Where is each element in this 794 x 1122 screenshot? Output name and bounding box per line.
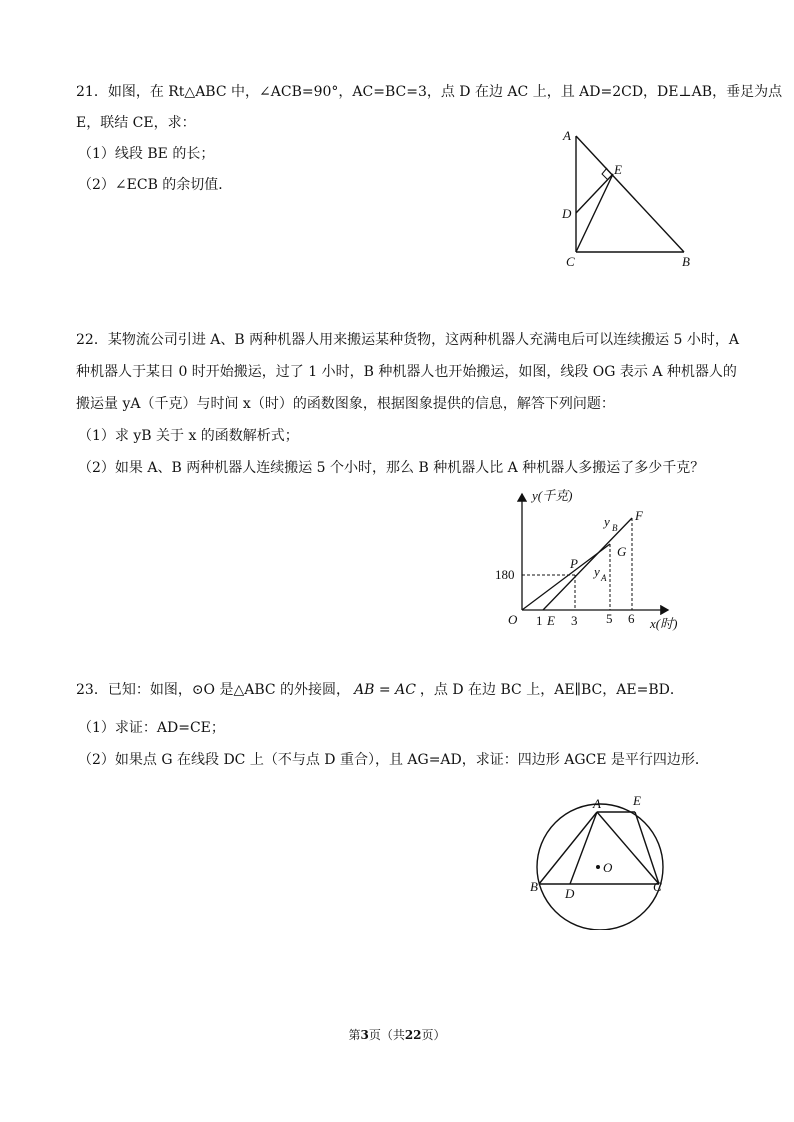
q22-line3: 搬运量 yA（千克）与时间 x（时）的函数图象，根据图象提供的信息，解答下列问题： bbox=[76, 396, 615, 412]
segment-ab bbox=[576, 136, 684, 252]
q21-part2: （2）∠ECB 的余切值． bbox=[78, 177, 233, 193]
q22-figure bbox=[488, 486, 688, 640]
segment-ab bbox=[539, 812, 597, 884]
label-e: E bbox=[633, 793, 641, 808]
page-footer bbox=[0, 1026, 794, 1043]
q23-line1-text: 23．已知：如图，⊙O 是△ABC 的外接圆， bbox=[76, 682, 351, 698]
segment-ce bbox=[576, 174, 613, 252]
q23-part1: （1）求证：AD=CE； bbox=[78, 720, 225, 736]
q21-figure bbox=[558, 128, 698, 274]
origin-label: O bbox=[508, 612, 518, 627]
footer-suffix: 页） bbox=[421, 1028, 446, 1042]
label-d: D bbox=[562, 206, 572, 221]
label-ya-sub: A bbox=[601, 573, 607, 583]
tick-1: 1 bbox=[536, 613, 543, 628]
label-e: E bbox=[614, 162, 622, 177]
tick-5: 5 bbox=[606, 611, 613, 626]
y-tick-180: 180 bbox=[495, 567, 515, 582]
q22-line2: 种机器人于某日 0 时开始搬运，过了 1 小时，B 种机器人也开始搬运，如图，线段 OG 表示 A 种机器人的 bbox=[76, 364, 737, 380]
footer-page-number: 3 bbox=[360, 1028, 369, 1042]
segment-ad bbox=[570, 812, 597, 884]
label-p: P bbox=[570, 556, 578, 571]
label-b: B bbox=[530, 879, 538, 894]
footer-prefix: 第 bbox=[348, 1028, 361, 1042]
x-axis-label: x(时) bbox=[650, 616, 678, 631]
q22-part1: （1）求 yB 关于 x 的函数解析式； bbox=[78, 428, 299, 444]
label-b: B bbox=[682, 254, 690, 269]
label-a: A bbox=[563, 128, 571, 143]
tick-e: E bbox=[547, 613, 555, 628]
label-yb: y bbox=[604, 514, 610, 529]
q23-line1-tail: ，点 D 在边 BC 上，AE∥BC，AE=BD． bbox=[419, 682, 684, 698]
segment-ec bbox=[635, 812, 659, 884]
label-yb-sub: B bbox=[612, 523, 618, 533]
q22-line1: 22．某物流公司引进 A、B 两种机器人用来搬运某种货物，这两种机器人充满电后可以连续搬运 5 小时，A bbox=[76, 332, 740, 348]
label-d: D bbox=[565, 886, 575, 901]
label-c: C bbox=[566, 254, 575, 269]
label-g: G bbox=[617, 544, 627, 559]
label-f: F bbox=[635, 508, 643, 523]
q21-line2: E，联结 CE，求： bbox=[76, 115, 196, 131]
q23-figure bbox=[525, 790, 675, 934]
q23-line1-formula: AB = AC bbox=[354, 682, 416, 698]
tick-3: 3 bbox=[571, 613, 578, 628]
footer-total-pages: 22 bbox=[404, 1028, 422, 1042]
y-axis-label: y(千克) bbox=[532, 488, 573, 503]
q21-line1: 21．如图，在 Rt△ABC 中，∠ACB=90°，AC=BC=3，点 D 在边 AC 上，且 AD=2CD，DE⊥AB，垂足为点 bbox=[76, 84, 783, 100]
q22-part2: （2）如果 A、B 两种机器人连续搬运 5 个小时，那么 B 种机器人比 A 种机器人多搬运了多少千克？ bbox=[78, 460, 705, 476]
footer-mid: 页（共 bbox=[368, 1028, 405, 1042]
q23-line1 bbox=[76, 681, 684, 699]
label-ya: y bbox=[594, 564, 600, 579]
label-o: O bbox=[603, 860, 613, 875]
tick-6: 6 bbox=[628, 611, 635, 626]
label-c: C bbox=[653, 879, 662, 894]
q21-part1: （1）线段 BE 的长； bbox=[78, 146, 215, 162]
center-dot-o bbox=[596, 865, 600, 869]
segment-ef bbox=[543, 518, 632, 610]
q23-part2: （2）如果点 G 在线段 DC 上（不与点 D 重合），且 AG=AD，求证：四边形 AGCE 是平行四边形． bbox=[78, 752, 709, 768]
label-a: A bbox=[593, 796, 601, 811]
